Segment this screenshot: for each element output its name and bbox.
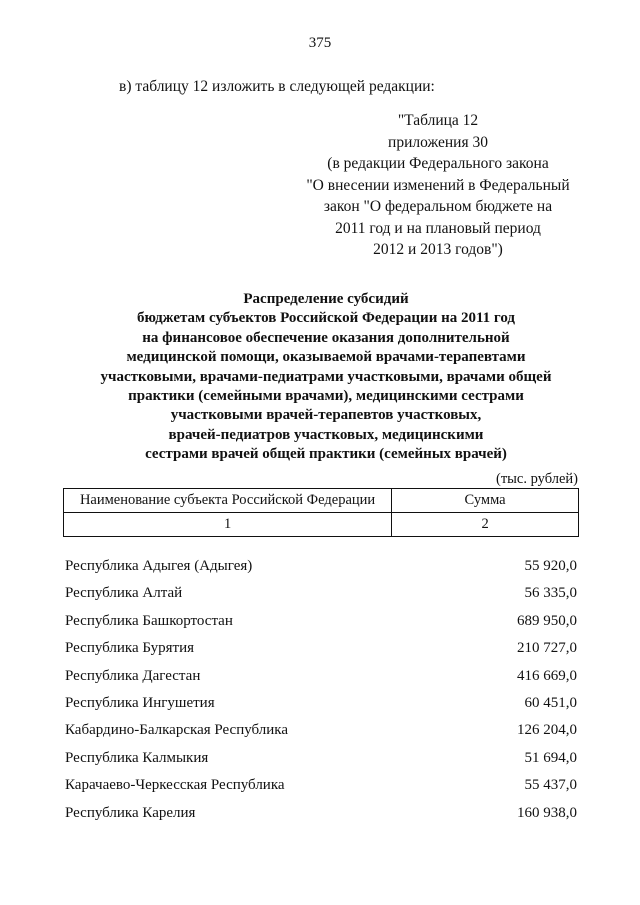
column-number-row (64, 513, 579, 537)
column-number-2: 2 (392, 513, 579, 537)
subject-amount: 60 451,0 (524, 694, 577, 711)
title-line: участковыми врачей-терапевтов участковых, (170, 407, 482, 424)
subject-name: Кабардино-Балкарская Республика (65, 722, 289, 739)
heading-line: приложения 30 (388, 133, 488, 151)
heading-line: "Таблица 12 (397, 112, 479, 129)
document-title (40, 290, 612, 465)
subject-name: Республика Ингушетия (65, 694, 215, 711)
title-line: врачей-педиатров участковых, медицинскими (168, 426, 484, 443)
subject-amount: 51 694,0 (524, 749, 577, 766)
subject-amount: 689 950,0 (517, 612, 577, 629)
table-row (65, 668, 577, 695)
table-row (65, 777, 577, 804)
table-body (65, 558, 577, 832)
table-header (63, 488, 579, 537)
header-amount: Сумма (392, 489, 579, 513)
subject-name: Республика Дагестан (65, 667, 201, 684)
header-row (64, 489, 579, 513)
intro-text: в) таблицу 12 изложить в следующей редакции: (119, 78, 435, 95)
column-number-1: 1 (64, 513, 392, 537)
table-row (65, 805, 577, 832)
heading-line: 2012 и 2013 годов") (373, 241, 503, 258)
subject-name: Республика Алтай (65, 585, 183, 602)
table-row (65, 585, 577, 612)
title-line: бюджетам субъектов Российской Федерации на 2011 год (136, 310, 516, 327)
subject-amount: 160 938,0 (517, 804, 577, 821)
heading-line: (в редакции Федерального закона (327, 155, 549, 172)
page-number: 375 (308, 35, 332, 51)
table-row (65, 558, 577, 585)
title-line: сестрами врачей общей практики (семейных врачей) (145, 446, 507, 463)
subject-name: Республика Адыгея (Адыгея) (65, 558, 253, 574)
table-row (65, 750, 577, 777)
heading-line: 2011 год и на плановый период (335, 219, 541, 237)
title-line: практики (семейными врачами), медицинскими сестрами (128, 388, 524, 405)
subject-amount: 55 437,0 (524, 777, 577, 794)
header-name: Наименование субъекта Российской Федерации (64, 489, 392, 513)
units-label: (тыс. рублей) (496, 471, 578, 487)
subject-name: Республика Карелия (65, 804, 196, 821)
subject-name: Республика Башкортостан (65, 612, 233, 629)
subject-amount: 126 204,0 (517, 722, 577, 739)
table-row (65, 613, 577, 640)
subject-amount: 416 669,0 (517, 667, 577, 684)
title-line: участковыми, врачами-педиатрами участковыми, врачами общей (100, 368, 552, 385)
title-line: медицинской помощи, оказываемой врачами-терапевтами (126, 349, 526, 366)
subject-name: Республика Бурятия (65, 640, 195, 657)
heading-line: закон "О федеральном бюджете на (323, 198, 553, 215)
table-row (65, 695, 577, 722)
subject-amount: 210 727,0 (517, 640, 577, 657)
table-row (65, 722, 577, 749)
title-line: Распределение субсидий (243, 291, 409, 307)
subject-amount: 55 920,0 (524, 558, 577, 574)
title-line: на финансовое обеспечение оказания дополнительной (142, 329, 510, 346)
subject-name: Республика Калмыкия (65, 749, 209, 766)
table-row (65, 640, 577, 667)
subject-amount: 56 335,0 (524, 585, 577, 602)
heading-line: "О внесении изменений в Федеральный (306, 176, 570, 194)
subject-name: Карачаево-Черкесская Республика (65, 777, 285, 794)
table-heading (268, 110, 608, 261)
